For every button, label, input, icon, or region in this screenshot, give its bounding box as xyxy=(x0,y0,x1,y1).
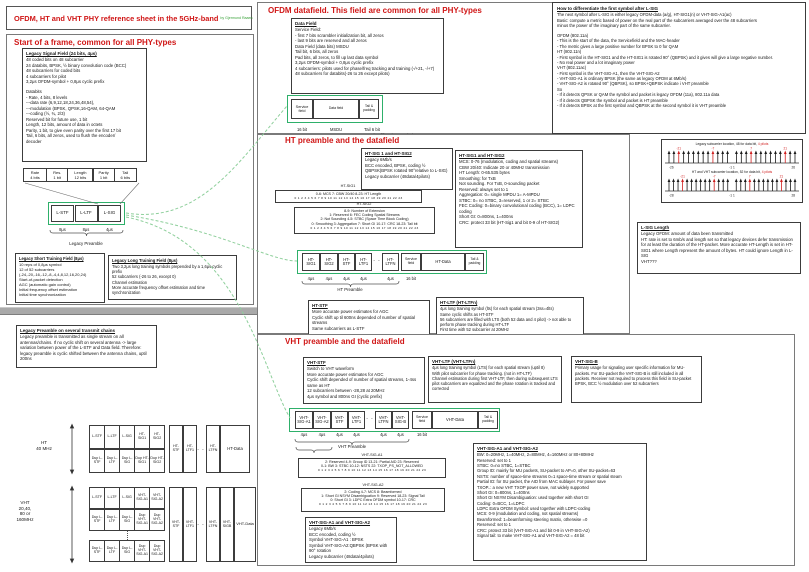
bit-index-row: 0 1 2 3 4 5 6 7 8 9 10 11 12 13 14 15 16 17 18 19 20 21 22 23 xyxy=(310,225,419,230)
bit-index-row: 0 1 2 3 4 5 6 7 8 9 10 11 12 13 14 15 16 17 18 19 20 21 22 23 xyxy=(317,468,427,473)
vht-data-lane-cell: VHT-Data xyxy=(234,487,256,562)
legacy-subcarrier-diagram xyxy=(664,146,800,170)
vht-siga-intro-box: VHT-SIG-A1 and VHT-SIG-A2 Legacy 6Mb/s BCC encoded, coding ½ Symbol VHT-SIG-A1 : BPSK Symbol VHT-SIG-A2:QBPSK (BPSK with 90° rotation Legacy subcarrier (48data/4pilots) xyxy=(305,517,397,563)
legacy-signal-field-box: Legacy Signal Field (24 bits, 4μs) 48 coded bits on 48 subcarrier 24 databits, BPSK, ½ binary convolution code (BCC) 48 subcarriers for coded bits 4 subcarriers for pilot 3,2μs OFDM-symbol + 0,8μs cyclic prefix Databits - Rate, 4 bits, 8 levels ---data rate (6,9,12,18,24,36,48,54), ---modulation (BPSK, QPSK,16-QAM, 64-QAM ---coding (½, ¾, 2/3) Reserved bit for future use, 1 bit Length, 12 bits, amount of data in octets Parity, 1 bit, to give even parity over the first 17 bit Tail, 6 bits, all zeros, used to flush the encoder/ decoder xyxy=(22,48,147,162)
ht-lane-span-arrow xyxy=(70,425,73,474)
howto-differentiate-box: How to differentiate the first symbol after L-SIG The next symbol after L-SIG is either legacy OFDM-data (a/g), HT-SIG1(n) or VHT-SIG-A1(ac) Basic: compute a metric based of power on the real part of the subcarriers averaged over the 48 subcarriers minus the power of the imaginary part of the same subcarrier. OFDM (802.11a) - This is the start of the data, the Servicefield and the MAC-header - The metric gives a large positive number for BPSK to 0 for QAM HT (802.11n) - First symbol is the HT-SIG1 and the HT-SIG1 is rotated 90° (QBPSK) and it gives will give a large negative number. - No real power and a lot imaginary power VHT (802.11ac) - First symbol is the VHT-SIG-A1, then the VHT-SIG-A2 - VHT-SIG-A1 is ordinary BPSK (the same as legacy OFDM at 6Mb/s) - VHT-SIG-A2 is rotated 90° (QBPSK), so BPSK+QBPSK indicate i VHT preamble So - If it detects QPSK or QAM the symbol and packet is legacy OFDM (11a), 802.11a data - If it detects QBPSK the symbol and packet is HT preamble - If it detects BPSK at the first symbol and QBPSK at the second symbol it is VHT preamble xyxy=(552,2,806,134)
vht-siga1-diagram-label: VHT-SIG-A1 xyxy=(361,452,383,457)
svg-text:26: 26 xyxy=(791,165,795,170)
ht-lane-label: HT 40 MHz xyxy=(36,440,52,451)
ht-service-cell: Service field xyxy=(401,253,421,271)
vht-ltf1-cell: VHT-LTF1 xyxy=(348,411,365,429)
tail-bits-label: Tail 6 bit xyxy=(364,127,380,132)
service-field-cell: Service field xyxy=(291,99,313,119)
vht-ltfn-lane-cell: VHT-LTFN xyxy=(206,487,220,562)
svg-text:-7: -7 xyxy=(711,146,715,151)
svg-text:-21: -21 xyxy=(680,174,685,179)
legacy-subcarrier-title: Legacy subcarrier location, 48 for data bit, 4 pilots xyxy=(695,142,769,146)
frame-gap-dashes: - - xyxy=(366,416,374,421)
lane-gap-dashes: - - xyxy=(197,522,205,527)
ht-data-lane-cell: HT-Data xyxy=(220,425,250,473)
htvht-subcarrier-diagram xyxy=(664,174,800,198)
ht-ltf1-lane-cell: HT-LTF1 xyxy=(183,425,197,473)
duration-label: 4μs xyxy=(353,432,360,437)
vht-sigb-lane-cell: VHT-SIGB xyxy=(220,487,234,562)
bit-index-row: 0 1 2 3 4 5 6 7 8 9 10 11 12 13 14 15 16 17 18 19 20 21 22 23 xyxy=(294,195,403,200)
vht-lane-row-dup1: Dup L-STF Dup L-LTF Dup L-SIG Dup VHT-SIG-A1 Dup VHT-SIG-A2 xyxy=(90,509,165,531)
vht-stf-cell: VHT-STF xyxy=(331,411,348,429)
svg-text:-28: -28 xyxy=(669,193,674,198)
duration-label: 4μs xyxy=(307,276,315,281)
frame-gap-dashes: - - xyxy=(373,258,381,263)
vht-ltfn-cell: VHT-LTFN xyxy=(375,411,392,429)
ht-heading: HT preamble and the datafield xyxy=(285,136,400,145)
l-stf-cell: L-STF xyxy=(51,205,74,222)
service-bits-label: 16 bit xyxy=(405,276,417,281)
vht-lane-label: VHT 20,40, 80 or 160MHz xyxy=(16,500,34,523)
ht-sig1-diagram: 0-6: MCS 7: CBW 20/40 8-23: HT Length 0 1 2 3 4 5 6 7 8 9 10 11 12 13 14 15 16 17 18 19 20 21 22 23 xyxy=(275,190,422,203)
vht-tail-cell: Tail & padding xyxy=(478,411,498,429)
page-title: OFDM, HT and VHT PHY reference sheet in the 5GHz-band xyxy=(14,13,219,23)
ht-ltf-box: HT-LTF (HT-LTFn) 4μs long training symbol (lts) for each spatial stream (3ss=4lts) Same cyclic shifts as HT-STF 56 subcarriers are filled with LTS (both 52 data and 4 pilot) -> not able to perform phase tracking during HT-LTF First time with 52 subcarrier at 20MHz xyxy=(436,297,584,339)
duration-label: 4μs xyxy=(387,276,394,281)
vht-siga2-cell: VHT-SIG-A2 xyxy=(313,411,331,429)
vht-lane-span-arrow xyxy=(70,487,73,563)
ht-sig2-diagram: 8-9: Number of Extension 1: Reserved 6: FEC Coding Spatial Streams 2: Not Sounding 4-5: STBC (Space Time Block Coding) 0: Smoothing 3: Aggregation 7: Short GI 10-17: CRC 18-23: Tail bit 0 1 2 3 4 5 6 7 8 9 10 11 12 13 14 15 16 17 18 19 20 21 22 23 xyxy=(294,207,435,234)
legacy-preamble-chains-box: Legacy Preamble on several transmit chains Legacy preamble is transmitted as single stream on all antennas/chains. If no cyclic shift on several antenna -> large variation between power of the L-STF and Data field. Therefore: legacy preamble is cyclic shifted between the antenna chains, uptil 200ns xyxy=(16,325,157,368)
duration-label: 4μs xyxy=(336,432,343,437)
legacy-preamble-label: Legacy Preamble xyxy=(69,241,103,246)
vht-ltf1-lane-cell: VHT-LTF1 xyxy=(183,487,197,562)
ht-lane-row-primary: L-STF L-LTF L-SIG HT-SIG1 HT-SIG2 xyxy=(90,425,165,449)
duration-label: 4μs xyxy=(106,227,113,232)
ht-data-cell: HT-Data xyxy=(421,253,465,271)
svg-text:7: 7 xyxy=(750,146,752,151)
subcarrier-diagrams-box xyxy=(661,139,803,203)
svg-text:-1 1: -1 1 xyxy=(729,165,735,170)
start-of-frame-heading: Start of a frame, common for all PHY-types xyxy=(14,38,177,47)
vht-lane-row-dup2: Dup L-STF Dup L-LTF Dup L-SIG Dup VHT-SIG-A1 Dup VHT-SIG-A2 xyxy=(90,540,165,562)
duration-label: 4μs xyxy=(325,276,333,281)
duration-label: 4μs xyxy=(360,276,367,281)
htvht-subcarrier-title: HT and VHT subcarrier location, 52 for data bit, 4 pilots xyxy=(691,170,773,175)
ht-stf-cell: HT-STF xyxy=(338,253,355,271)
svg-text:7: 7 xyxy=(748,174,751,179)
vht-stf-lane-cell: VHT-STF xyxy=(169,487,183,562)
data-field-cell: Data field xyxy=(313,99,359,119)
ht-sig1-diagram-label: HT-SIG1 xyxy=(340,184,356,188)
ht-ltf1-cell: HT-LTF1 xyxy=(355,253,372,271)
lsig-bitfield-table: Rate 4 bits Res. 1 bit Length 12 bits Parity 1 bit Tail 6 bits xyxy=(23,168,137,182)
svg-text:-1 1: -1 1 xyxy=(729,193,735,198)
vht-data-cell: VHT-Data xyxy=(432,411,478,429)
lane-gap-dashes: - - xyxy=(197,447,205,452)
ht-tail-cell: Tail & padding xyxy=(465,253,484,271)
duration-label: 4μs xyxy=(318,432,326,437)
ht-stf-box: HT-STF More accurate power estimates for AGC Cyclic shift up til 600ns depended of number of spatial streams Same subcarriers as L-STF xyxy=(308,300,430,336)
title-box xyxy=(6,6,252,30)
duration-label: 8μs xyxy=(59,227,66,232)
l-ltf-cell: L-LTF xyxy=(75,205,98,222)
svg-text:-21: -21 xyxy=(676,146,682,151)
duration-label: 4μs xyxy=(343,276,350,281)
vht-siga2-diagram: 2: Coding 4-7: MCS 8: Beamformed 1: Short GI NSYM Disambiguation 9: Reserved 18-23: Signal Tail 0: Short GI 3: LDPC Extra OFDM symbol 10-17: CRC 0 1 2 3 4 5 6 7 8 9 10 11 12 13 14 15 16 17 18 19 20 21 22 23 xyxy=(301,488,445,512)
vht-ltf-box: VHT-LTF (VHT-LTFn) 4μs long training symbol (LTS) for each spatial stream (uptil 8) With pilot subcarrier for phase tracking. (not in HT-LTF) Channel estimation during first VHT-LTF, then during subsequent LTS pilot subcarriers are equalized and the phase rotation is tracked and corrected xyxy=(428,356,562,403)
section-divider xyxy=(0,307,257,315)
svg-text:-7: -7 xyxy=(712,174,716,179)
vht-sigb-box: VHT-SIG-B Primary usage for signaling user specific information for MU-packets. For SU-packet the VHT-SIG-B is still included in all packets. Receiver not required to process this field in SU-packet BPSK, BCC ½ modulation over 52 subcarriers xyxy=(571,356,702,403)
ht-sig2-cell: HT-SIG2 xyxy=(320,253,338,271)
vht-preamble-label: VHT Preamble xyxy=(337,444,367,449)
vht-sigb-cell: VHT-SIG-B xyxy=(392,411,409,429)
svg-text:21: 21 xyxy=(779,174,784,179)
service-bits-label: 16 bit xyxy=(296,127,308,132)
vht-siga1-diagram: 2: Reserved 4-9: Group ID 13-21: Partial AID 23: Reserved 0-1: BW 3: STBC 10-12: NSTS 22: TXOP_PS_NOT_ALLOWED 0 1 2 3 4 5 6 7 8 9 10 11 12 13 14 15 16 17 18 19 20 21 22 23 xyxy=(298,458,446,478)
ht-lane-row-dup: Dup L-STF Dup L-LTF Dup L-SIG Dup HT-SIG1 Dup HT-SIG2 xyxy=(90,449,165,473)
lsig-length-box: L-SIG Length Legacy OFDM: amount of data been transmitted HT: rate is set to 6mb/s and length set so that legacy devices defer transmission for at least the duration of the HT-packet. More accurate HT-Length is set in HT-SIG1 where Length represent the amount of bytes. HT could ignore Length in L-SIG VHT??? xyxy=(637,222,801,274)
bit-index-row: 0 1 2 3 4 5 6 7 8 9 10 11 12 13 14 15 16 17 18 19 20 21 22 23 xyxy=(318,502,428,507)
legacy-ltf-box: Legacy Long Training Field (8μs) Two 3,2μs long training symbols prepended by a 1,6μs cyclic prefix 52 subcarriers (-26 to 26, except 0) Channel estimation More accurate frequency offset estimation and time synchronization xyxy=(108,255,237,300)
l-sig-cell: L-SIG xyxy=(98,205,121,222)
duration-label: 4μs xyxy=(380,432,387,437)
vht-stf-box: VHT-STF Switch to VHT waveform More accurate power estimates for AGC Cyclic shift depended of number of spatial streams, 1-4ss same as HT 12 subcarriers between -28,28 at 20MHz 4μs symbol and 800ns GI (cyclic prefix) xyxy=(303,357,425,404)
service-bits-label: 16 bit xyxy=(416,432,428,437)
svg-text:21: 21 xyxy=(783,146,788,151)
author-credit: by Gjermund Raaen xyxy=(220,16,253,20)
ht-sig-detail-box: HT-SIG1 and HT-SIG2 MCS: 0-76 (modulation, coding and spatial streams) CBW 20/40: Indicate 20 or 40MHz transmission HT Length: 0-65.535 bytes Smoothing: for TxB Not sounding. For TxB, 0-sounding packet Reserved: always set to 1 Aggregation: 0= single MPDU 1= A-MPDU STBC: 0= no STBC, 3=reserved, 1 or 2= STBC FEC Coding: 0=binary convolutional coding (BCC), 1= LDPC coding Short GI: 0=800ns, 1=400ns CRC: protect 33 bit (HT-Sig1 and bit 0-9 of HT-SIG2) xyxy=(455,150,583,248)
ofdm-heading: OFDM datafield. This field are common for all PHY-types xyxy=(268,6,482,15)
tail-padding-cell: Tail & padding xyxy=(359,99,379,119)
svg-text:-26: -26 xyxy=(669,165,674,170)
ht-sig1-cell: HT-SIG1 xyxy=(302,253,320,271)
vht-siga2-diagram-label: VHT-SIG-A2 xyxy=(362,482,384,487)
ht-sig-intro-box: HT-SIG 1 and HT-SIG2 Legacy 6Mb/s BCC encoded, BPSK, coding ½ QBPSK(BPSK rotated 90°relative to L-SIG) Legacy subcarrier (48data/4pilots) xyxy=(361,148,453,190)
duration-label: 8μs xyxy=(82,227,90,232)
vht-lane-row-primary: L-STF L-LTF L-SIG VHT-SIG-A1 VHT-SIG-A2 xyxy=(90,487,165,509)
svg-text:28: 28 xyxy=(791,193,795,198)
duration-label: 4μs xyxy=(300,432,308,437)
vht-siga1-cell: VHT-SIG-A1 xyxy=(295,411,313,429)
ht-stf-lane-cell: HT-STF xyxy=(169,425,183,473)
ht-ltfn-cell: HT-LTFN xyxy=(382,253,399,271)
lane-continuation-dots xyxy=(127,531,128,540)
duration-label: 4μs xyxy=(397,432,404,437)
msdu-label: MSDU xyxy=(329,127,343,132)
ht-preamble-label: HT Preamble xyxy=(337,287,363,292)
ht-ltfn-lane-cell: HT-LTFN xyxy=(206,425,220,473)
legacy-stf-box: Legacy Short Training Field (8μs) 10 reps of 0,8μs symbol 12 of 52 subcarriers (-24,-20,-16,-12,-8,-4,4,8,12,16,20,24) Start-of-packet detection AGC (automatic gain control) Initial frequency offset estimation Initial time synchronization xyxy=(15,253,105,303)
ht-sig2-diagram-label: HT-SIG2 xyxy=(356,202,372,206)
vht-heading: VHT preamble and the datafield xyxy=(285,337,405,346)
vht-service-cell: Service field xyxy=(412,411,432,429)
ofdm-datafield-box: Data Field Service Field: - first 7 bits scrambler initialization bit, all zeros - last 9 bits are reserved and all zeros Data Field (data bits) MSDU Tail bit, 6 bits, all zeros Pad bits, all zeros, to fill up last data symbol 3,2μs OFDM-symbol + 0,8μs cyclic prefix 4 subcarriers: pilots used for phase/freq tracking and training (-/+21, -/+7) 48 subcarriers for databits(-26 to 26 except pilots) xyxy=(291,18,444,94)
vht-siga-detail-box: VHT-SIG-A1 and VHT-SIG-A2 BW: 0=20MHz, 1=40MHz, 2=80MHz, 4=160MHz or 80+80MHz Reserved: set to 1 STBC: 0=no STBC, 1=STBC Group ID: mainly for MU packets, SU-packet to AP=0, other SU-packet=63 NSTS: number of space-time streams 0=1 space-time stream or spatial steam Partial ID: for SU packet, the AID from MAC sublayer. For power save TXOP..: a new VHT TXOP power save, not widely supported Short GI: 0=800ns, 1=400ns Short GI NSYM Disambiguation: used together with short GI Coding: 0=BCC, 1=LDPC LDPC Extra OFDM Symbol: used together with LDPC-coding MCS: 0-9 (modulation and coding, not spatial streams) Beamformed: 1=beamforming steering matrix, otherwise =0 Reserved: set to 1 CRC: protect 33 bit (VHT-SIG-A1 and bit 0-9 in VHT-SIG-A2) Signal tail: to make VHT-SIG-A1 and VHT-SIG-A2 = 48 bit xyxy=(473,443,647,561)
